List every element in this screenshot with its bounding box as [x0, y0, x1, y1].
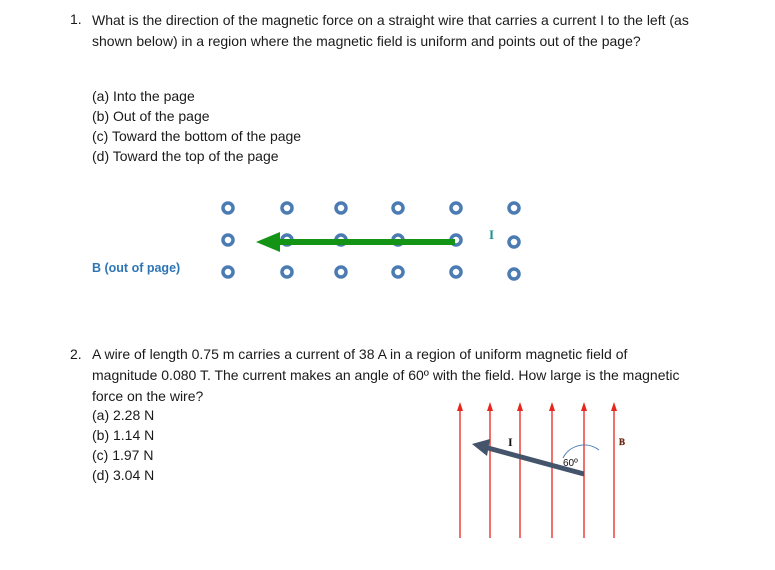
field-dot	[336, 267, 346, 277]
q1-field-label: B (out of page)	[92, 261, 181, 275]
q1-wire-arrowhead	[256, 232, 280, 252]
q1-current-label: I	[489, 227, 495, 242]
field-dot	[393, 267, 403, 277]
q1-number: 1.	[70, 11, 82, 27]
q2-option-d[interactable]: (d) 3.04 N	[92, 467, 155, 483]
field-dot	[509, 203, 519, 213]
q1-option-a[interactable]: (a) Into the page	[92, 88, 195, 104]
q2-field-lines	[457, 402, 617, 538]
q1-option-c[interactable]: (c) Toward the bottom of the page	[92, 128, 302, 144]
q2-number: 2.	[70, 346, 82, 362]
field-dot	[223, 267, 233, 277]
q1-option-b[interactable]: (b) Out of the page	[92, 108, 210, 124]
field-dot	[282, 267, 292, 277]
q2-text: A wire of length 0.75 m carries a current of 38 A in a region of uniform magnetic field of magnitude 0.080 T. The current makes an angle of 60º with the field. How large is the magnetic force on the wire?	[92, 346, 680, 404]
q2-field-label: B	[619, 437, 626, 447]
field-dot	[223, 203, 233, 213]
q2-option-c[interactable]: (c) 1.97 N	[92, 447, 154, 463]
q2-wire-arrowhead	[472, 439, 490, 456]
q2-angle-arc	[563, 445, 599, 458]
q2-options	[92, 405, 154, 485]
field-dot	[282, 203, 292, 213]
q1-text: What is the direction of the magnetic force on a straight wire that carries a current I to the left (as shown below) in a region where the magnetic field is uniform and points out of the page?	[92, 12, 689, 49]
q2-angle-label: 60º	[563, 458, 578, 469]
field-dot	[393, 203, 403, 213]
q2-option-b[interactable]: (b) 1.14 N	[92, 427, 155, 443]
field-dot	[509, 269, 519, 279]
field-dot	[509, 237, 519, 247]
q1-option-d[interactable]: (d) Toward the top of the page	[92, 148, 279, 164]
field-dot	[451, 203, 461, 213]
q2-current-label: I	[508, 435, 513, 449]
q2-option-a[interactable]: (a) 2.28 N	[92, 407, 155, 423]
field-dot	[223, 235, 233, 245]
field-dot	[336, 203, 346, 213]
field-dot	[451, 267, 461, 277]
